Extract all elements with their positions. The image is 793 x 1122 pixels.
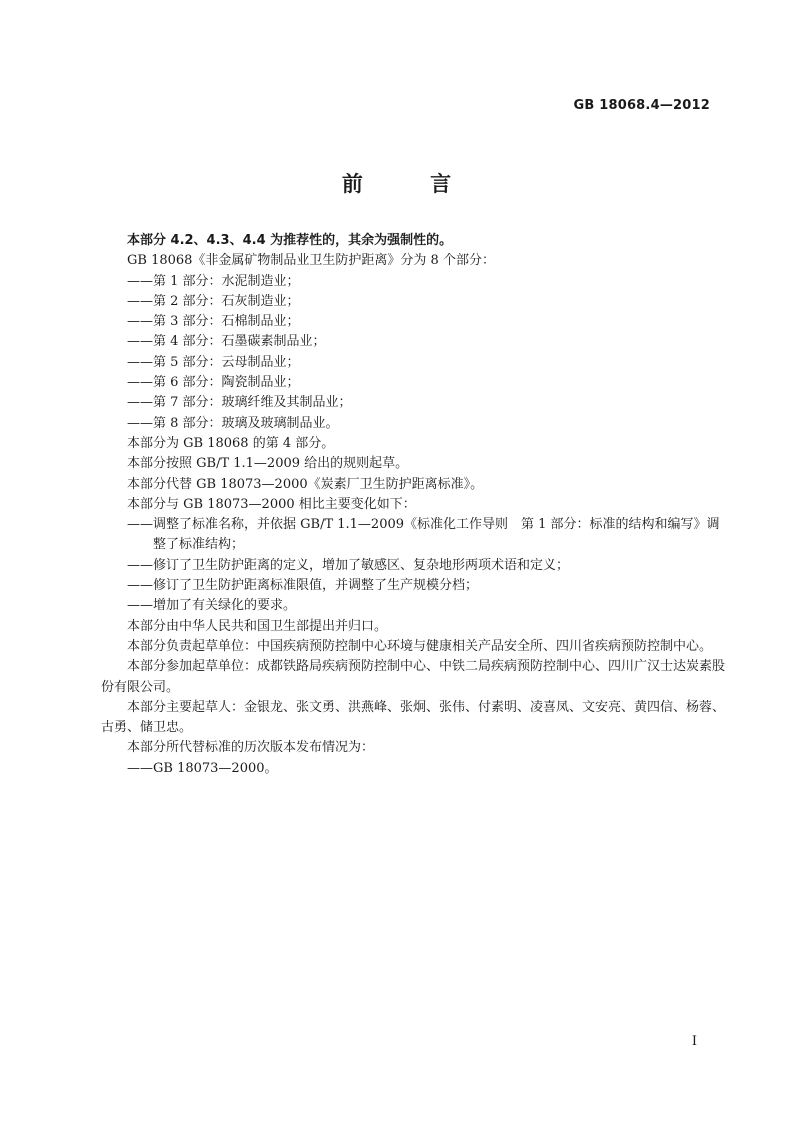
- paragraph: 本部分主要起草人：金银龙、张文勇、洪燕峰、张炯、张伟、付素明、凌喜凤、文安亮、黄四信、杨蓉、古勇、储卫忠。: [101, 699, 726, 736]
- paragraph: 本部分所代替标准的历次版本发布情况为：: [127, 740, 375, 756]
- paragraph: 本部分按照 GB/T 1.1—2009 给出的规则起草。: [127, 456, 409, 472]
- list-item: ——GB 18073—2000。: [127, 760, 278, 776]
- list-item: ——第 5 部分：云母制品业；: [127, 354, 300, 370]
- standard-number: GB 18068.4—2012: [573, 98, 710, 113]
- list-item: ——第 4 部分：石墨碳素制品业；: [127, 334, 326, 350]
- list-item: ——修订了卫生防护距离标准限值，并调整了生产规模分档；: [127, 578, 479, 594]
- list-item: ——修订了卫生防护距离的定义，增加了敏感区、复杂地形两项术语和定义；: [127, 557, 570, 573]
- list-item: ——第 6 部分：陶瓷制品业；: [127, 375, 300, 391]
- paragraph: 本部分代替 GB 18073—2000《炭素厂卫生防护距离标准》。: [127, 476, 484, 492]
- paragraph: 本部分 4.2、4.3、4.4 为推荐性的，其余为强制性的。: [127, 233, 453, 248]
- list-item: ——第 7 部分：玻璃纤维及其制品业；: [127, 395, 352, 411]
- paragraph: 本部分为 GB 18068 的第 4 部分。: [127, 435, 335, 451]
- paragraph: GB 18068《非金属矿物制品业卫生防护距离》分为 8 个部分：: [127, 253, 495, 269]
- page-number: I: [691, 1034, 697, 1049]
- paragraph: 本部分参加起草单位：成都铁路局疾病预防控制中心、中铁二局疾病预防控制中心、四川广汉士达炭素股份有限公司。: [101, 659, 726, 695]
- list-item: ——增加了有关绿化的要求。: [127, 598, 297, 614]
- list-item: ——调整了标准名称，并依据 GB/T 1.1—2009《标准化工作导则 第 1 部分：标准的结构和编写》调整了标准结构；: [127, 517, 720, 553]
- list-item: ——第 3 部分：石棉制品业；: [127, 314, 300, 330]
- paragraph: 本部分由中华人民共和国卫生部提出并归口。: [127, 618, 388, 634]
- page-title: 前 言: [341, 172, 482, 196]
- preface-body: [101, 231, 727, 779]
- paragraph: 本部分负责起草单位：中国疾病预防控制中心环境与健康相关产品安全所、四川省疾病预防控制中心。: [127, 638, 713, 654]
- list-item: ——第 8 部分：玻璃及玻璃制品业。: [127, 415, 339, 431]
- paragraph: 本部分与 GB 18073—2000 相比主要变化如下：: [127, 496, 416, 512]
- list-item: ——第 2 部分：石灰制造业；: [127, 293, 300, 309]
- list-item: ——第 1 部分：水泥制造业；: [127, 273, 300, 289]
